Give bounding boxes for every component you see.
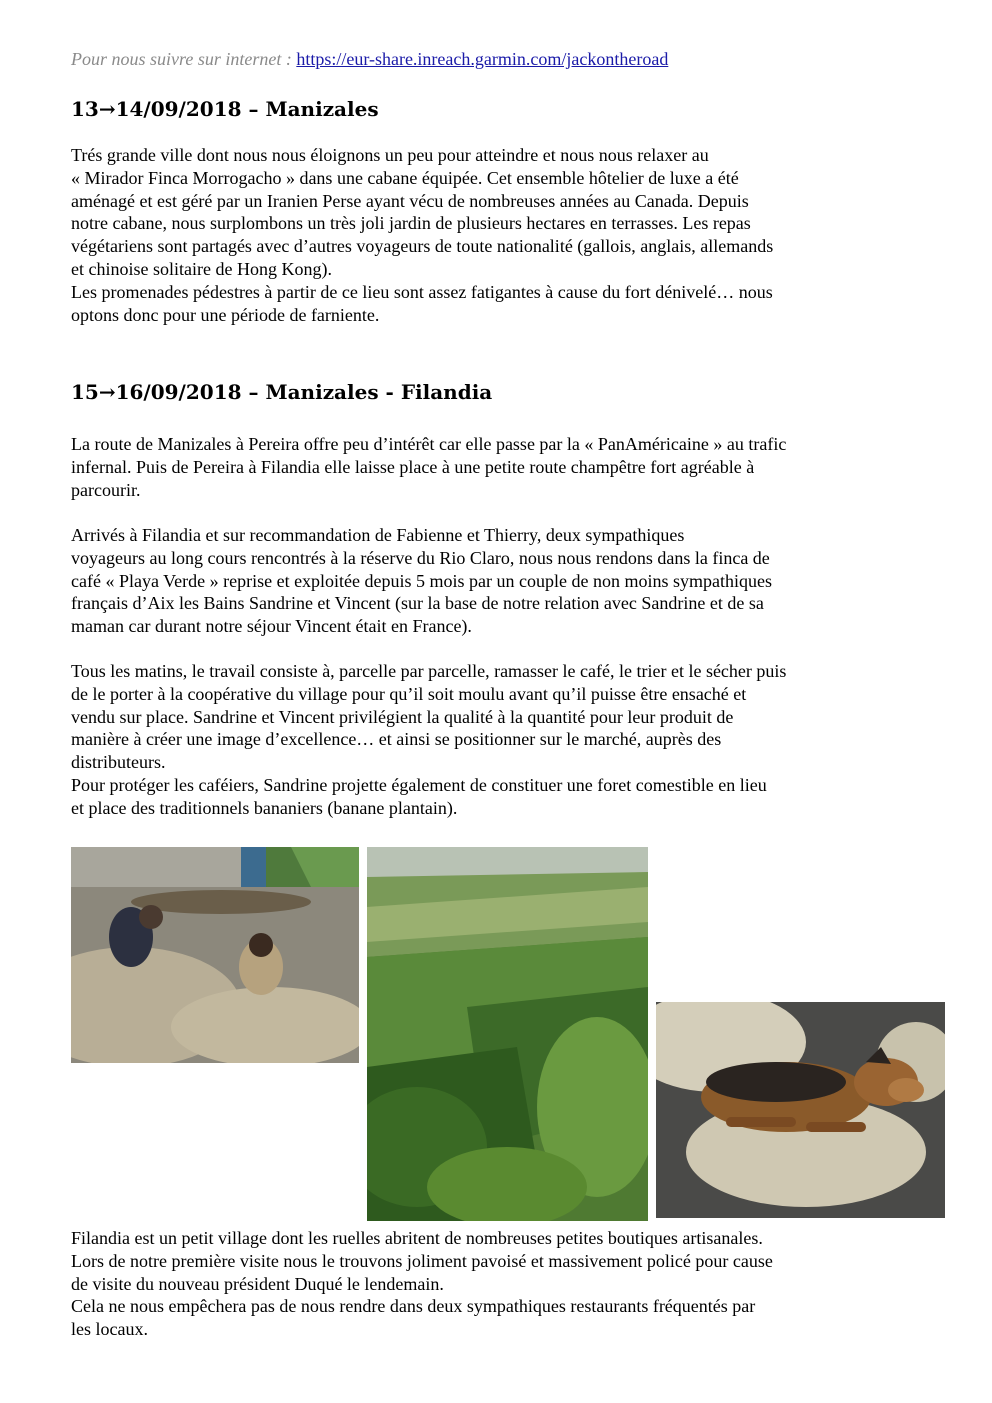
text-line: français d’Aix les Bains Sandrine et Vincent (sur la base de notre relation avec Sandrine et de sa	[71, 593, 764, 614]
text-line: Arrivés à Filandia et sur recommandation de Fabienne et Thierry, deux sympathiques	[71, 525, 685, 545]
photo-sleeping-dog	[656, 1002, 945, 1218]
text-line: notre cabane, nous surplombons un très joli jardin de plusieurs hectares en terrasses. Les repas	[71, 213, 751, 234]
text-line: végétariens sont partagés avec d’autres voyageurs de toute nationalité (gallois, anglais, allemands	[71, 236, 774, 257]
text-line: et place des traditionnels bananiers (banane plantain).	[71, 797, 458, 818]
text-line: Trés grande ville dont nous nous éloignons un peu pour atteindre et nous nous relaxer au	[71, 145, 709, 165]
text-line: les locaux.	[71, 1319, 148, 1340]
paragraph-travail	[71, 660, 951, 820]
text-line: Les promenades pédestres à partir de ce lieu sont assez fatigantes à cause du fort dénivelé… nous	[71, 281, 773, 302]
text-line: La route de Manizales à Pereira offre peu d’intérêt car elle passe par la « PanAméricaine » au trafic	[71, 434, 787, 454]
photo-coffee-drying	[71, 847, 359, 1063]
paragraph-route	[71, 433, 951, 501]
text-line: « Mirador Finca Morrogacho » dans une cabane équipée. Cet ensemble hôtelier de luxe a été	[71, 167, 739, 188]
text-line: voyageurs au long cours rencontrés à la réserve du Rio Claro, nous nous rendons dans la finca de	[71, 547, 770, 568]
text-line: Tous les matins, le travail consiste à, parcelle par parcelle, ramasser le café, le trier et le sécher puis	[71, 661, 787, 681]
text-line: distributeurs.	[71, 752, 166, 773]
text-line: infernal. Puis de Pereira à Filandia elle laisse place à une petite route champêtre fort agréable à	[71, 456, 755, 477]
tracking-link[interactable]: https://eur-share.inreach.garmin.com/jackontheroad	[296, 49, 669, 69]
text-line: vendu sur place. Sandrine et Vincent privilégient la qualité à la quantité pour leur produit de	[71, 706, 734, 727]
text-line: manière à créer une image d’excellence… et ainsi se positionner sur le marché, auprès des	[71, 729, 722, 750]
follow-label: Pour nous suivre sur internet :	[71, 49, 292, 69]
paragraph-village	[71, 1227, 951, 1341]
text-line: de le porter à la coopérative du village pour qu’il soit moulu avant qu’il puisse être ensaché et	[71, 683, 747, 704]
section-title-manizales: 13→14/09/2018 – Manizales	[71, 97, 379, 121]
photo-plantation	[367, 847, 648, 1221]
follow-line	[71, 48, 951, 70]
text-line: et chinoise solitaire de Hong Kong).	[71, 258, 332, 279]
text-line: optons donc pour une période de farniente.	[71, 304, 380, 325]
section-title-filandia: 15→16/09/2018 – Manizales - Filandia	[71, 380, 493, 404]
text-line: parcourir.	[71, 479, 141, 500]
paragraph-manizales	[71, 144, 951, 326]
paragraph-finca	[71, 524, 951, 638]
text-line: Cela ne nous empêchera pas de nous rendre dans deux sympathiques restaurants fréquentés par	[71, 1296, 756, 1317]
text-line: café « Playa Verde » reprise et exploitée depuis 5 mois par un couple de non moins sympathiques	[71, 570, 772, 591]
text-line: de visite du nouveau président Duqué le lendemain.	[71, 1273, 444, 1294]
text-line: aménagé et est géré par un Iranien Perse ayant vécu de nombreuses années au Canada. Depuis	[71, 190, 749, 211]
text-line: Pour protéger les caféiers, Sandrine projette également de constituer une foret comestible en lieu	[71, 774, 767, 795]
text-line: Filandia est un petit village dont les ruelles abritent de nombreuses petites boutiques artisanales.	[71, 1228, 763, 1248]
text-line: Lors de notre première visite nous le trouvons joliment pavoisé et massivement policé pour cause	[71, 1250, 773, 1271]
text-line: maman car durant notre séjour Vincent était en France).	[71, 616, 472, 637]
